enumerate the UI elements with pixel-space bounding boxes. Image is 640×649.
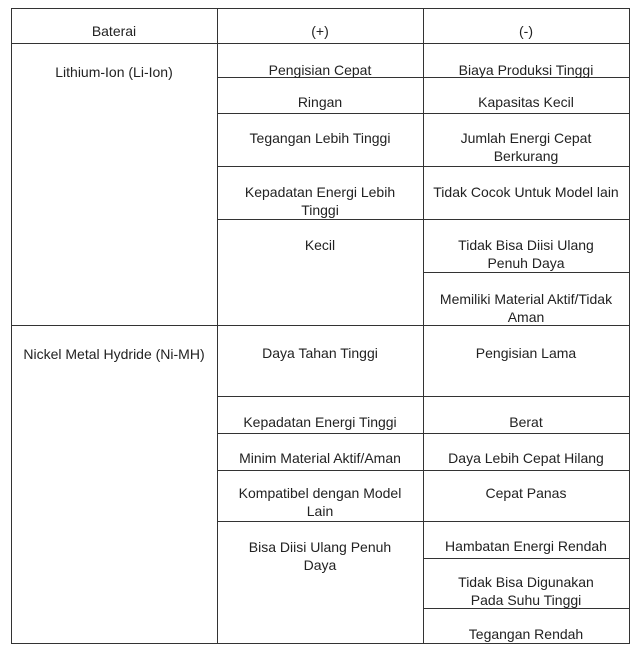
minus-item: Biaya Produksi Tinggi	[458, 62, 594, 78]
row-divider	[423, 219, 629, 220]
column-divider	[423, 8, 424, 644]
column-divider	[217, 8, 218, 644]
minus-item: Pengisian Lama	[475, 345, 577, 361]
header-baterai: Baterai	[91, 23, 137, 39]
row-divider	[217, 521, 423, 522]
row-divider	[423, 558, 629, 559]
row-divider	[423, 272, 629, 273]
minus-item: Tegangan Rendah	[468, 626, 584, 642]
row-divider	[217, 433, 423, 434]
plus-item: Kompatibel dengan Model Lain	[238, 485, 402, 519]
minus-item: Memiliki Material Aktif/Tidak Aman	[439, 291, 613, 325]
row-divider	[423, 166, 629, 167]
plus-item: Minim Material Aktif/Aman	[239, 450, 401, 466]
plus-item: Tegangan Lebih Tinggi	[249, 130, 391, 146]
header-divider	[11, 43, 630, 44]
row-divider	[423, 470, 629, 471]
minus-item: Cepat Panas	[485, 485, 567, 501]
minus-item: Tidak Bisa Digunakan Pada Suhu Tinggi	[458, 574, 594, 608]
minus-item: Berat	[509, 414, 543, 430]
plus-item: Kepadatan Energi Lebih Tinggi	[244, 184, 396, 218]
table-border-right	[629, 8, 630, 644]
minus-item: Hambatan Energi Rendah	[445, 538, 607, 554]
plus-item: Kepadatan Energi Tinggi	[243, 414, 397, 430]
minus-item: Daya Lebih Cepat Hilang	[448, 450, 604, 466]
row-divider	[217, 166, 423, 167]
battery-comparison-table	[11, 8, 630, 644]
plus-item: Kecil	[304, 237, 336, 253]
table-border-left	[11, 8, 12, 644]
table-border-top	[11, 8, 630, 9]
row-divider	[423, 433, 629, 434]
battery-name: Nickel Metal Hydride (Ni-MH)	[23, 346, 205, 362]
minus-item: Kapasitas Kecil	[478, 94, 574, 110]
plus-item: Pengisian Cepat	[268, 62, 372, 78]
plus-item: Daya Tahan Tinggi	[262, 345, 378, 361]
row-divider	[217, 470, 423, 471]
row-divider	[423, 113, 629, 114]
header-plus: (+)	[311, 23, 329, 39]
row-divider	[423, 396, 629, 397]
table-border-bottom	[11, 643, 630, 644]
plus-item: Bisa Diisi Ulang Penuh Daya	[248, 539, 392, 573]
row-divider	[423, 521, 629, 522]
minus-item: Tidak Bisa Diisi Ulang Penuh Daya	[458, 237, 594, 271]
header-minus: (-)	[519, 23, 533, 39]
row-divider	[217, 219, 423, 220]
minus-item: Tidak Cocok Untuk Model lain	[433, 184, 619, 200]
battery-name: Lithium-Ion (Li-Ion)	[55, 64, 173, 80]
row-divider	[217, 396, 423, 397]
plus-item: Ringan	[297, 94, 343, 110]
minus-item: Jumlah Energi Cepat Berkurang	[460, 130, 592, 164]
row-divider	[217, 113, 423, 114]
